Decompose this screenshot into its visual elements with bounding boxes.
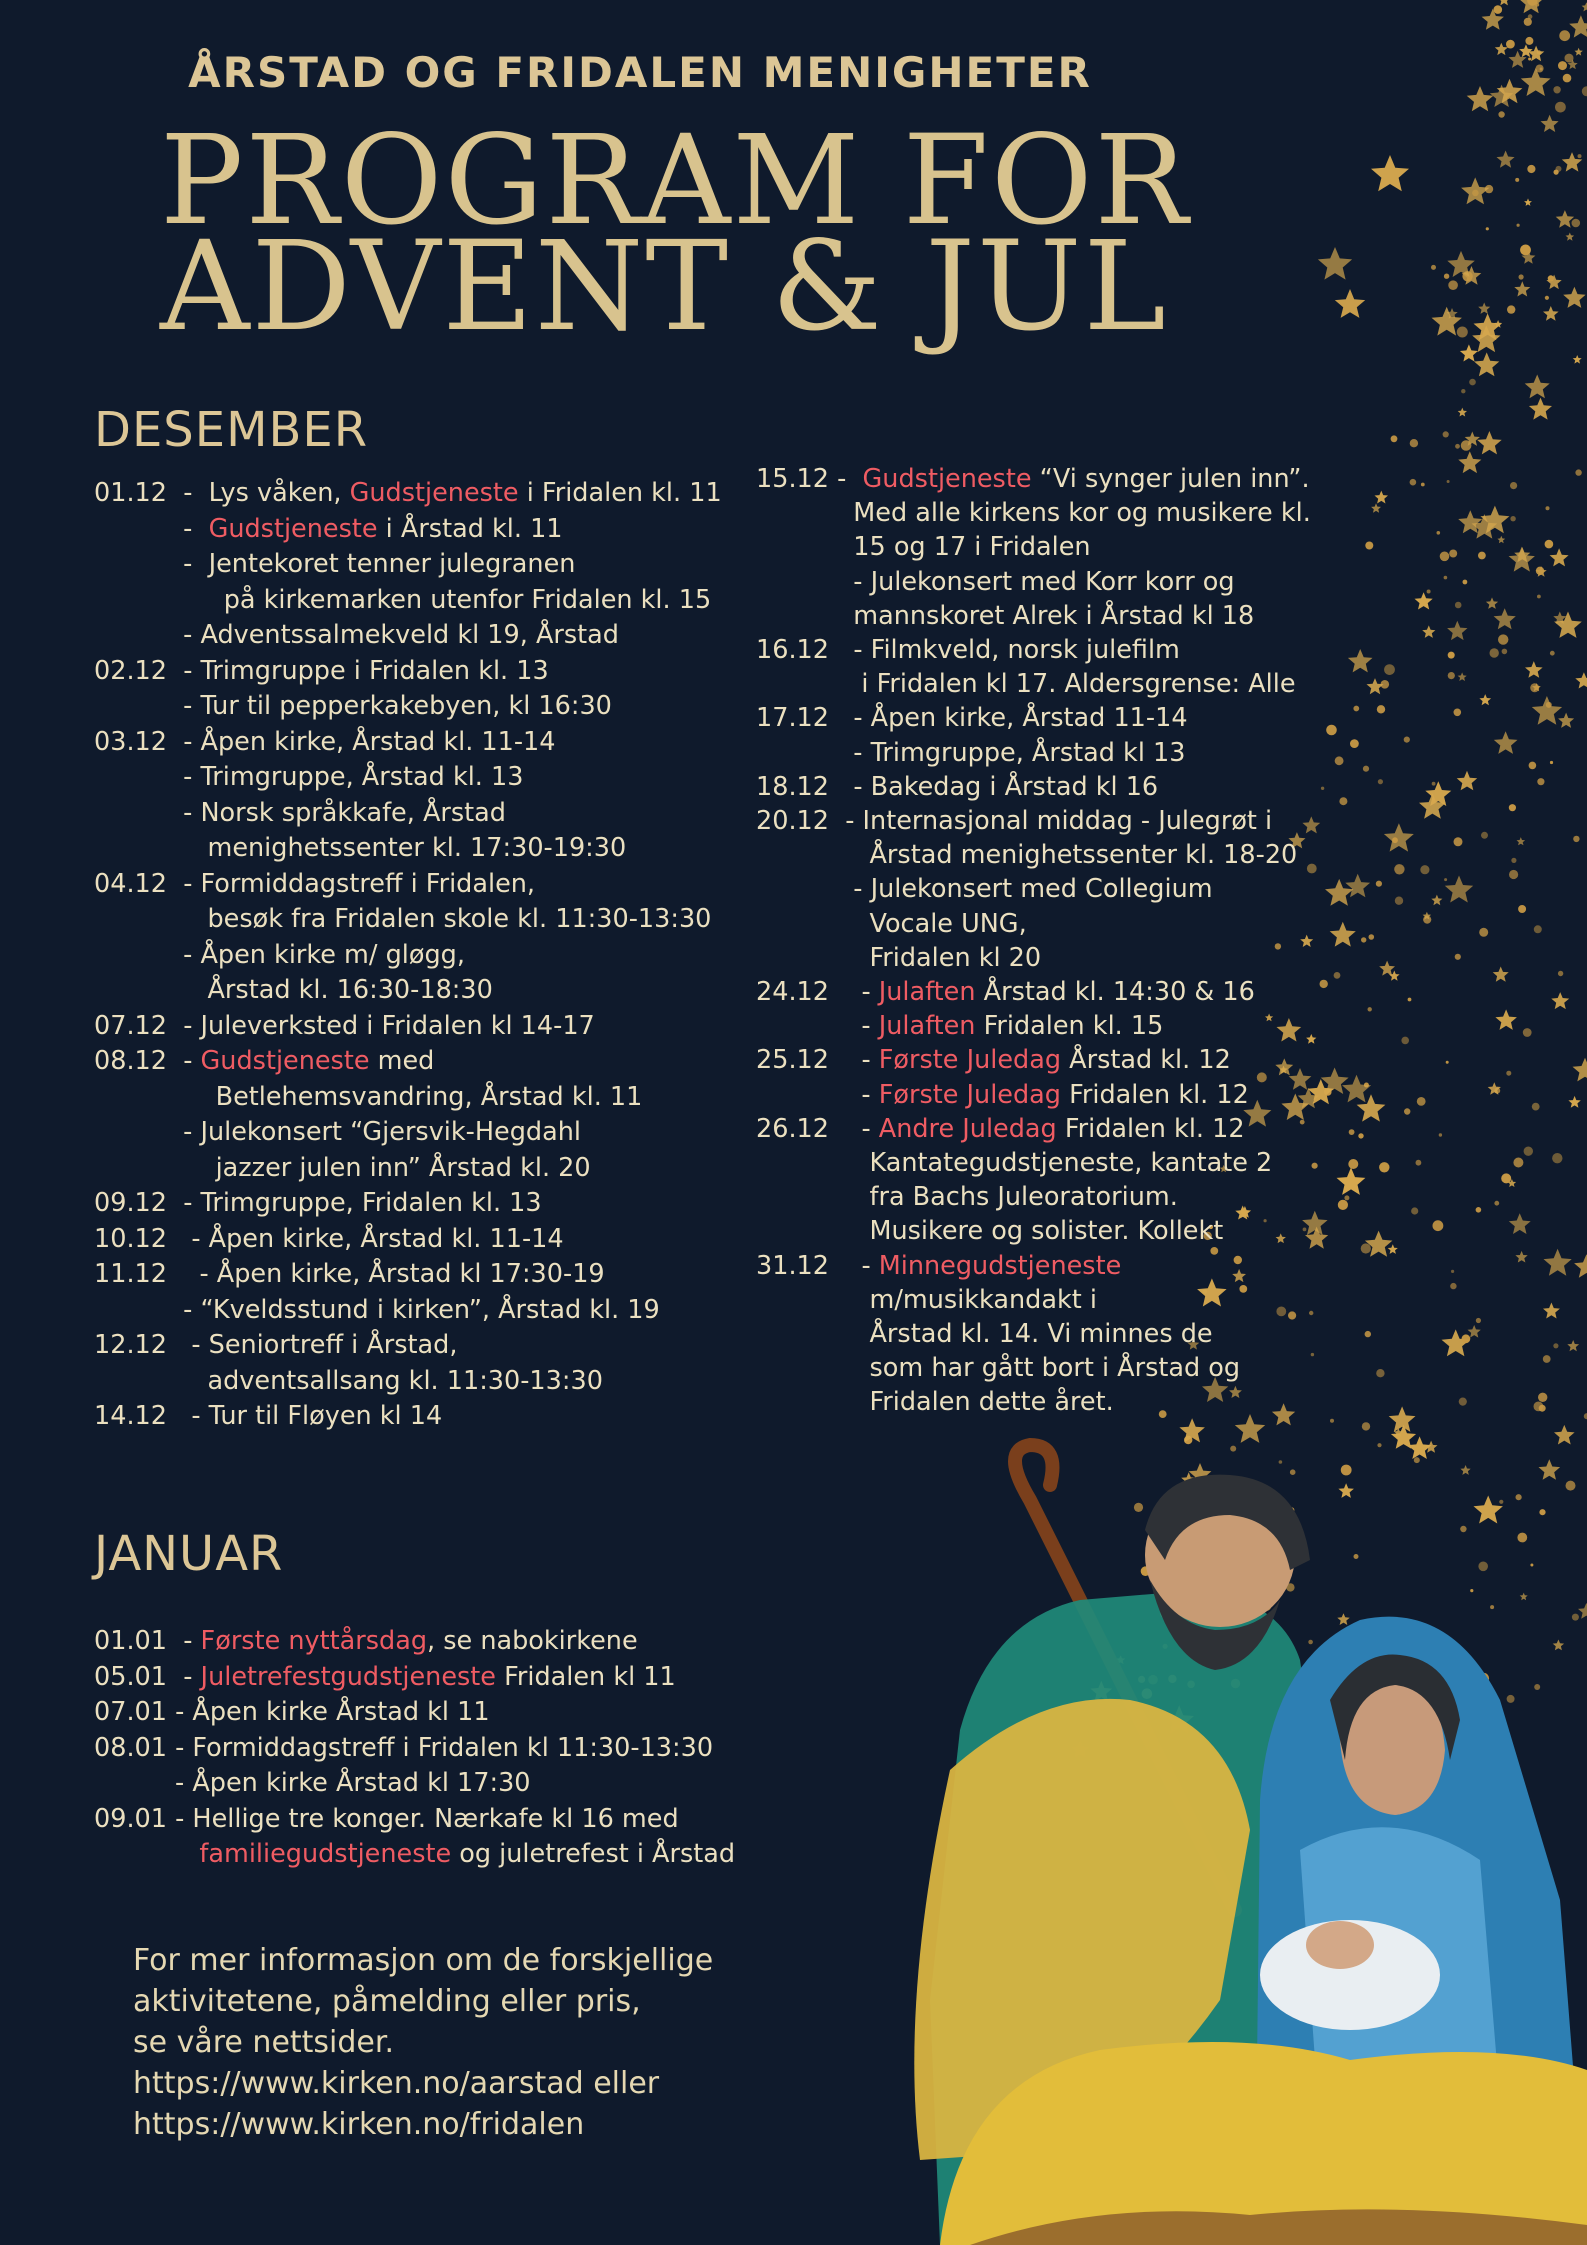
service-highlight: Julaften xyxy=(878,977,976,1008)
entry-date: 31.12 xyxy=(756,1250,830,1281)
entry-text-part: - xyxy=(167,1626,201,1656)
entry-text-part: adventsallsang kl. 11:30-13:30 xyxy=(94,1365,603,1396)
entry-date: 11.12 xyxy=(94,1259,168,1289)
entry-text-part: - xyxy=(167,1046,201,1076)
entry-date: 25.12 xyxy=(756,1045,830,1076)
entry-date: 09.01 xyxy=(94,1803,168,1834)
entry-text-part: - xyxy=(829,1113,879,1144)
entry-text-part: - Trimgruppe, Årstad kl 13 xyxy=(756,737,1186,768)
entry-date: 26.12 xyxy=(756,1113,830,1144)
entry-text-part: på kirkemarken utenfor Fridalen kl. 15 xyxy=(94,584,712,615)
info-line: aktivitetene, påmelding eller pris, xyxy=(133,1984,641,2019)
entry-date: 01.12 xyxy=(94,478,168,508)
entry-text-part: - Julekonsert med Korr korr og xyxy=(756,566,1235,597)
entry-text-part: - Hellige tre konger. Nærkafe kl 16 med xyxy=(167,1803,679,1834)
service-highlight: Gudstjeneste xyxy=(349,478,519,508)
service-highlight: Første Juledag xyxy=(878,1045,1062,1076)
entry-text-part: Fridalen kl 11 xyxy=(495,1661,676,1692)
entry-text-part: Årstad kl. 14. Vi minnes de xyxy=(756,1319,1213,1350)
entry-text-part: - Lys våken, xyxy=(167,478,350,508)
entry-text-part: - Trimgruppe i Fridalen kl. 13 xyxy=(167,655,549,686)
entry-text-part: - xyxy=(829,1045,879,1076)
entry-text-part: - Bakedag i Årstad kl 16 xyxy=(829,771,1159,802)
entry-text-part: fra Bachs Juleoratorium. xyxy=(756,1182,1178,1213)
entry-text-part: Fridalen kl. 15 xyxy=(975,1011,1164,1042)
entry-text-part: - Åpen kirke m/ gløgg, xyxy=(94,939,465,970)
service-highlight: familiegudstjeneste xyxy=(199,1839,452,1869)
entry-date: 03.12 xyxy=(94,726,168,757)
entry-text-part: Årstad kl. 12 xyxy=(1061,1045,1231,1076)
entry-text-part: 15 og 17 i Fridalen xyxy=(756,532,1091,563)
entry-date: 08.01 xyxy=(94,1732,168,1763)
entry-text-part: - Åpen kirke, Årstad kl. 11-14 xyxy=(167,726,556,757)
entry-text-part: som har gått bort i Årstad og xyxy=(756,1353,1241,1384)
entry-text-part: Årstad menighetssenter kl. 18-20 xyxy=(756,840,1298,871)
service-highlight: Minnegudstjeneste xyxy=(878,1250,1122,1281)
entry-date: 07.12 xyxy=(94,1010,168,1041)
entry-text-part: - xyxy=(829,977,879,1008)
entry-text-part: - Jentekoret tenner julegranen xyxy=(94,549,576,579)
entry-text-part: - Åpen kirke Årstad kl 17:30 xyxy=(94,1768,531,1798)
entry-text-part: Fridalen kl. 12 xyxy=(1060,1079,1249,1110)
entry-date: 04.12 xyxy=(94,868,168,899)
entry-date: 01.01 xyxy=(94,1626,168,1656)
entry-date: 09.12 xyxy=(94,1188,168,1218)
entry-text-part: og juletrefest i Årstad xyxy=(451,1839,736,1869)
entry-date: 08.12 xyxy=(94,1046,168,1076)
entry-date: 07.01 xyxy=(94,1697,168,1727)
entry-text-part: - “Kveldsstund i kirken”, Årstad kl. 19 xyxy=(94,1294,660,1325)
service-highlight: Gudstjeneste xyxy=(200,1046,370,1076)
entry-text-part: - xyxy=(167,1661,201,1692)
info-link-aarstad[interactable]: https://www.kirken.no/aarstad eller xyxy=(133,2066,660,2101)
entry-text-part: jazzer julen inn” Årstad kl. 20 xyxy=(94,1152,591,1183)
entry-text-part: - Juleverksted i Fridalen kl 14-17 xyxy=(167,1010,595,1041)
entry-date: 17.12 xyxy=(756,703,830,734)
entry-text-part: Vocale UNG, xyxy=(756,908,1027,939)
entry-date: 10.12 xyxy=(94,1223,168,1254)
title-line-2: ADVENT & JUL xyxy=(160,215,1168,359)
entry-date: 02.12 xyxy=(94,655,168,686)
service-highlight: Juletrefestgudstjeneste xyxy=(200,1661,496,1692)
entry-text-part: Fridalen kl 20 xyxy=(756,942,1042,973)
entry-text-part: Med alle kirkens kor og musikere kl. xyxy=(756,498,1311,529)
entry-text-part: Musikere og solister. Kollekt xyxy=(756,1216,1224,1247)
parish-name: ÅRSTAD OG FRIDALEN MENIGHETER xyxy=(188,48,1092,97)
entry-text-part: m/musikkandakt i xyxy=(756,1284,1097,1315)
service-highlight: Gudstjeneste xyxy=(208,513,378,544)
entry-text-part: mannskoret Alrek i Årstad kl 18 xyxy=(756,600,1255,631)
entry-text-part: - Internasjonal middag - Julegrøt i xyxy=(829,806,1273,837)
entry-text-part: - Åpen kirke Årstad kl 11 xyxy=(167,1697,490,1727)
entry-date: 18.12 xyxy=(756,771,830,802)
service-highlight: Andre Juledag xyxy=(878,1113,1057,1144)
service-highlight: Første Juledag xyxy=(878,1079,1061,1110)
baby-face xyxy=(1306,1921,1374,1969)
entry-text-part: Fridalen kl. 12 xyxy=(1056,1113,1245,1144)
entry-text-part: , se nabokirkene xyxy=(427,1626,638,1656)
entry-text-part: - Norsk språkkafe, Årstad xyxy=(94,797,506,828)
entry-text-part: - Åpen kirke, Årstad kl 17:30-19 xyxy=(167,1259,605,1289)
info-line: se våre nettsider. xyxy=(133,2025,395,2060)
entry-date: 14.12 xyxy=(94,1401,168,1431)
entry-text-part: - Åpen kirke, Årstad 11-14 xyxy=(829,703,1188,734)
entry-text-part: Årstad kl. 14:30 & 16 xyxy=(975,977,1255,1008)
entry-date: 16.12 xyxy=(756,635,830,666)
entry-text-part: - Julekonsert “Gjersvik-Hegdahl xyxy=(94,1117,581,1147)
entry-text-part: - Trimgruppe, Fridalen kl. 13 xyxy=(167,1188,542,1218)
entry-text-part: - xyxy=(756,1079,879,1110)
entry-date: 20.12 xyxy=(756,806,830,837)
entry-text-part: - Formiddagstreff i Fridalen, xyxy=(167,868,536,899)
entry-date: 12.12 xyxy=(94,1330,168,1360)
entry-text-part: - xyxy=(756,1011,879,1042)
entry-text-part: - Seniortreff i Årstad, xyxy=(167,1330,458,1360)
service-highlight: Julaften xyxy=(878,1011,976,1042)
entry-text-part: - Julekonsert med Collegium xyxy=(756,874,1213,905)
entry-text-part: i Fridalen kl. 11 xyxy=(518,478,722,508)
entry-text-part: - Tur til Fløyen kl 14 xyxy=(167,1401,443,1431)
entry-date: 24.12 xyxy=(756,977,830,1008)
service-highlight: Første nyttårsdag xyxy=(200,1626,428,1656)
entry-text-part: - xyxy=(829,1250,879,1281)
heading-januar: JANUAR xyxy=(94,1526,284,1582)
entry-text-part: Fridalen dette året. xyxy=(756,1387,1114,1418)
entry-text-part: Årstad kl. 16:30-18:30 xyxy=(94,975,493,1005)
entry-text-part: - Trimgruppe, Årstad kl. 13 xyxy=(94,762,524,792)
info-link-fridalen[interactable]: https://www.kirken.no/fridalen xyxy=(133,2107,585,2142)
entry-date: 15.12 xyxy=(756,464,830,494)
heading-desember: DESEMBER xyxy=(94,402,369,458)
entry-text-part: i Årstad kl. 11 xyxy=(377,513,563,544)
title-line-1: PROGRAM FOR xyxy=(160,109,1190,253)
entry-text-part: - xyxy=(829,464,863,494)
entry-text-part: - Formiddagstreff i Fridalen kl 11:30-13:30 xyxy=(167,1732,714,1763)
entry-text-part: Kantategudstjeneste, kantate 2 xyxy=(756,1148,1273,1179)
service-highlight: Gudstjeneste xyxy=(862,464,1032,494)
entry-text-part: besøk fra Fridalen skole kl. 11:30-13:30 xyxy=(94,904,712,934)
info-line: For mer informasjon om de forskjellige xyxy=(133,1943,714,1978)
entry-text-part: - Filmkveld, norsk julefilm xyxy=(829,635,1180,666)
entry-text-part: - Adventssalmekveld kl 19, Årstad xyxy=(94,620,619,650)
entry-text-part: “Vi synger julen inn”. xyxy=(1031,464,1310,494)
entry-date: 05.01 xyxy=(94,1661,168,1692)
entry-text-part: - Åpen kirke, Årstad kl. 11-14 xyxy=(167,1223,564,1254)
entry-text-part: menighetssenter kl. 17:30-19:30 xyxy=(94,833,627,863)
entry-text-part: Betlehemsvandring, Årstad kl. 11 xyxy=(94,1081,643,1112)
entry-text-part: - Tur til pepperkakebyen, kl 16:30 xyxy=(94,691,612,721)
entry-text-part: i Fridalen kl 17. Aldersgrense: Alle xyxy=(756,669,1296,700)
entry-text-part: - xyxy=(94,513,209,544)
entry-text-part: med xyxy=(369,1046,435,1076)
